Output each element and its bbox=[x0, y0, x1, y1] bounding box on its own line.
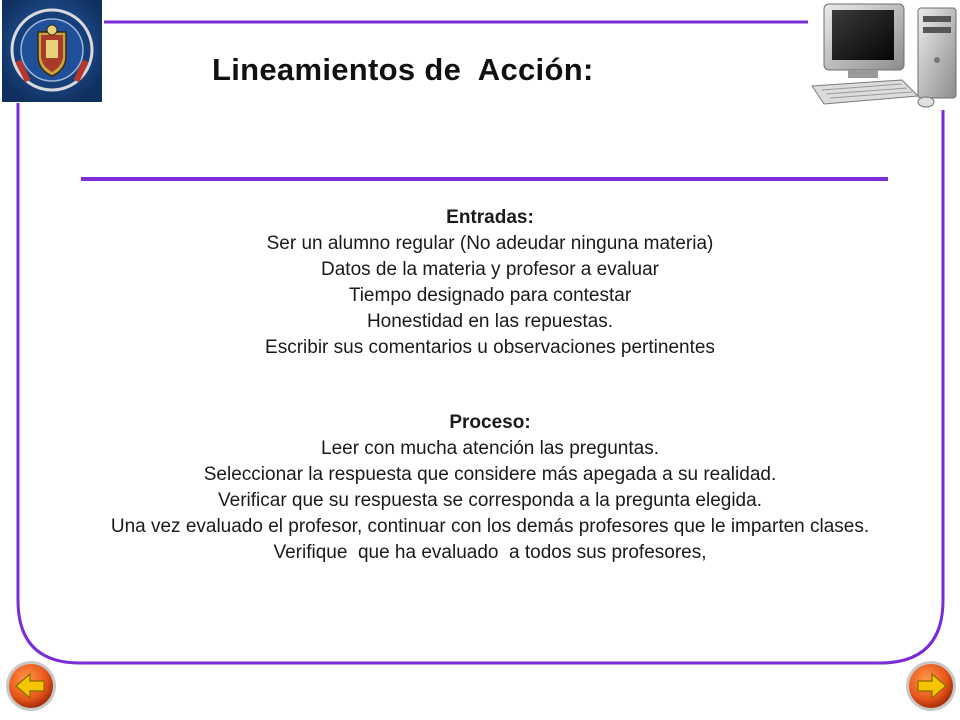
proceso-item: Una vez evaluado el profesor, continuar con los demás profesores que le imparten clases. bbox=[110, 516, 870, 537]
entradas-item: Honestidad en las repuestas. bbox=[366, 311, 614, 332]
entradas-item: Ser un alumno regular (No adeudar ninguna materia) bbox=[266, 233, 714, 254]
forward-button[interactable] bbox=[904, 659, 958, 713]
entradas-section bbox=[80, 205, 900, 361]
entradas-item: Datos de la materia y profesor a evaluar bbox=[321, 259, 659, 280]
title-divider bbox=[81, 177, 888, 181]
proceso-heading: Proceso: bbox=[449, 412, 531, 433]
proceso-item: Leer con mucha atención las preguntas. bbox=[321, 438, 659, 459]
desktop-computer-icon bbox=[808, 0, 960, 112]
proceso-item: Seleccionar la respuesta que considere más apegada a su realidad. bbox=[203, 464, 777, 485]
entradas-item: Escribir sus comentarios u observaciones pertinentes bbox=[265, 337, 715, 358]
proceso-section bbox=[80, 410, 900, 566]
proceso-item: Verificar que su respuesta se corresponda a la pregunta elegida. bbox=[218, 490, 762, 511]
back-button[interactable] bbox=[4, 659, 58, 713]
proceso-item: Verifique que ha evaluado a todos sus profesores, bbox=[273, 542, 707, 563]
slide-title: Lineamientos de Acción: bbox=[212, 52, 594, 87]
university-seal-logo bbox=[2, 0, 102, 102]
entradas-heading: Entradas: bbox=[446, 207, 534, 228]
entradas-item: Tiempo designado para contestar bbox=[348, 285, 632, 306]
